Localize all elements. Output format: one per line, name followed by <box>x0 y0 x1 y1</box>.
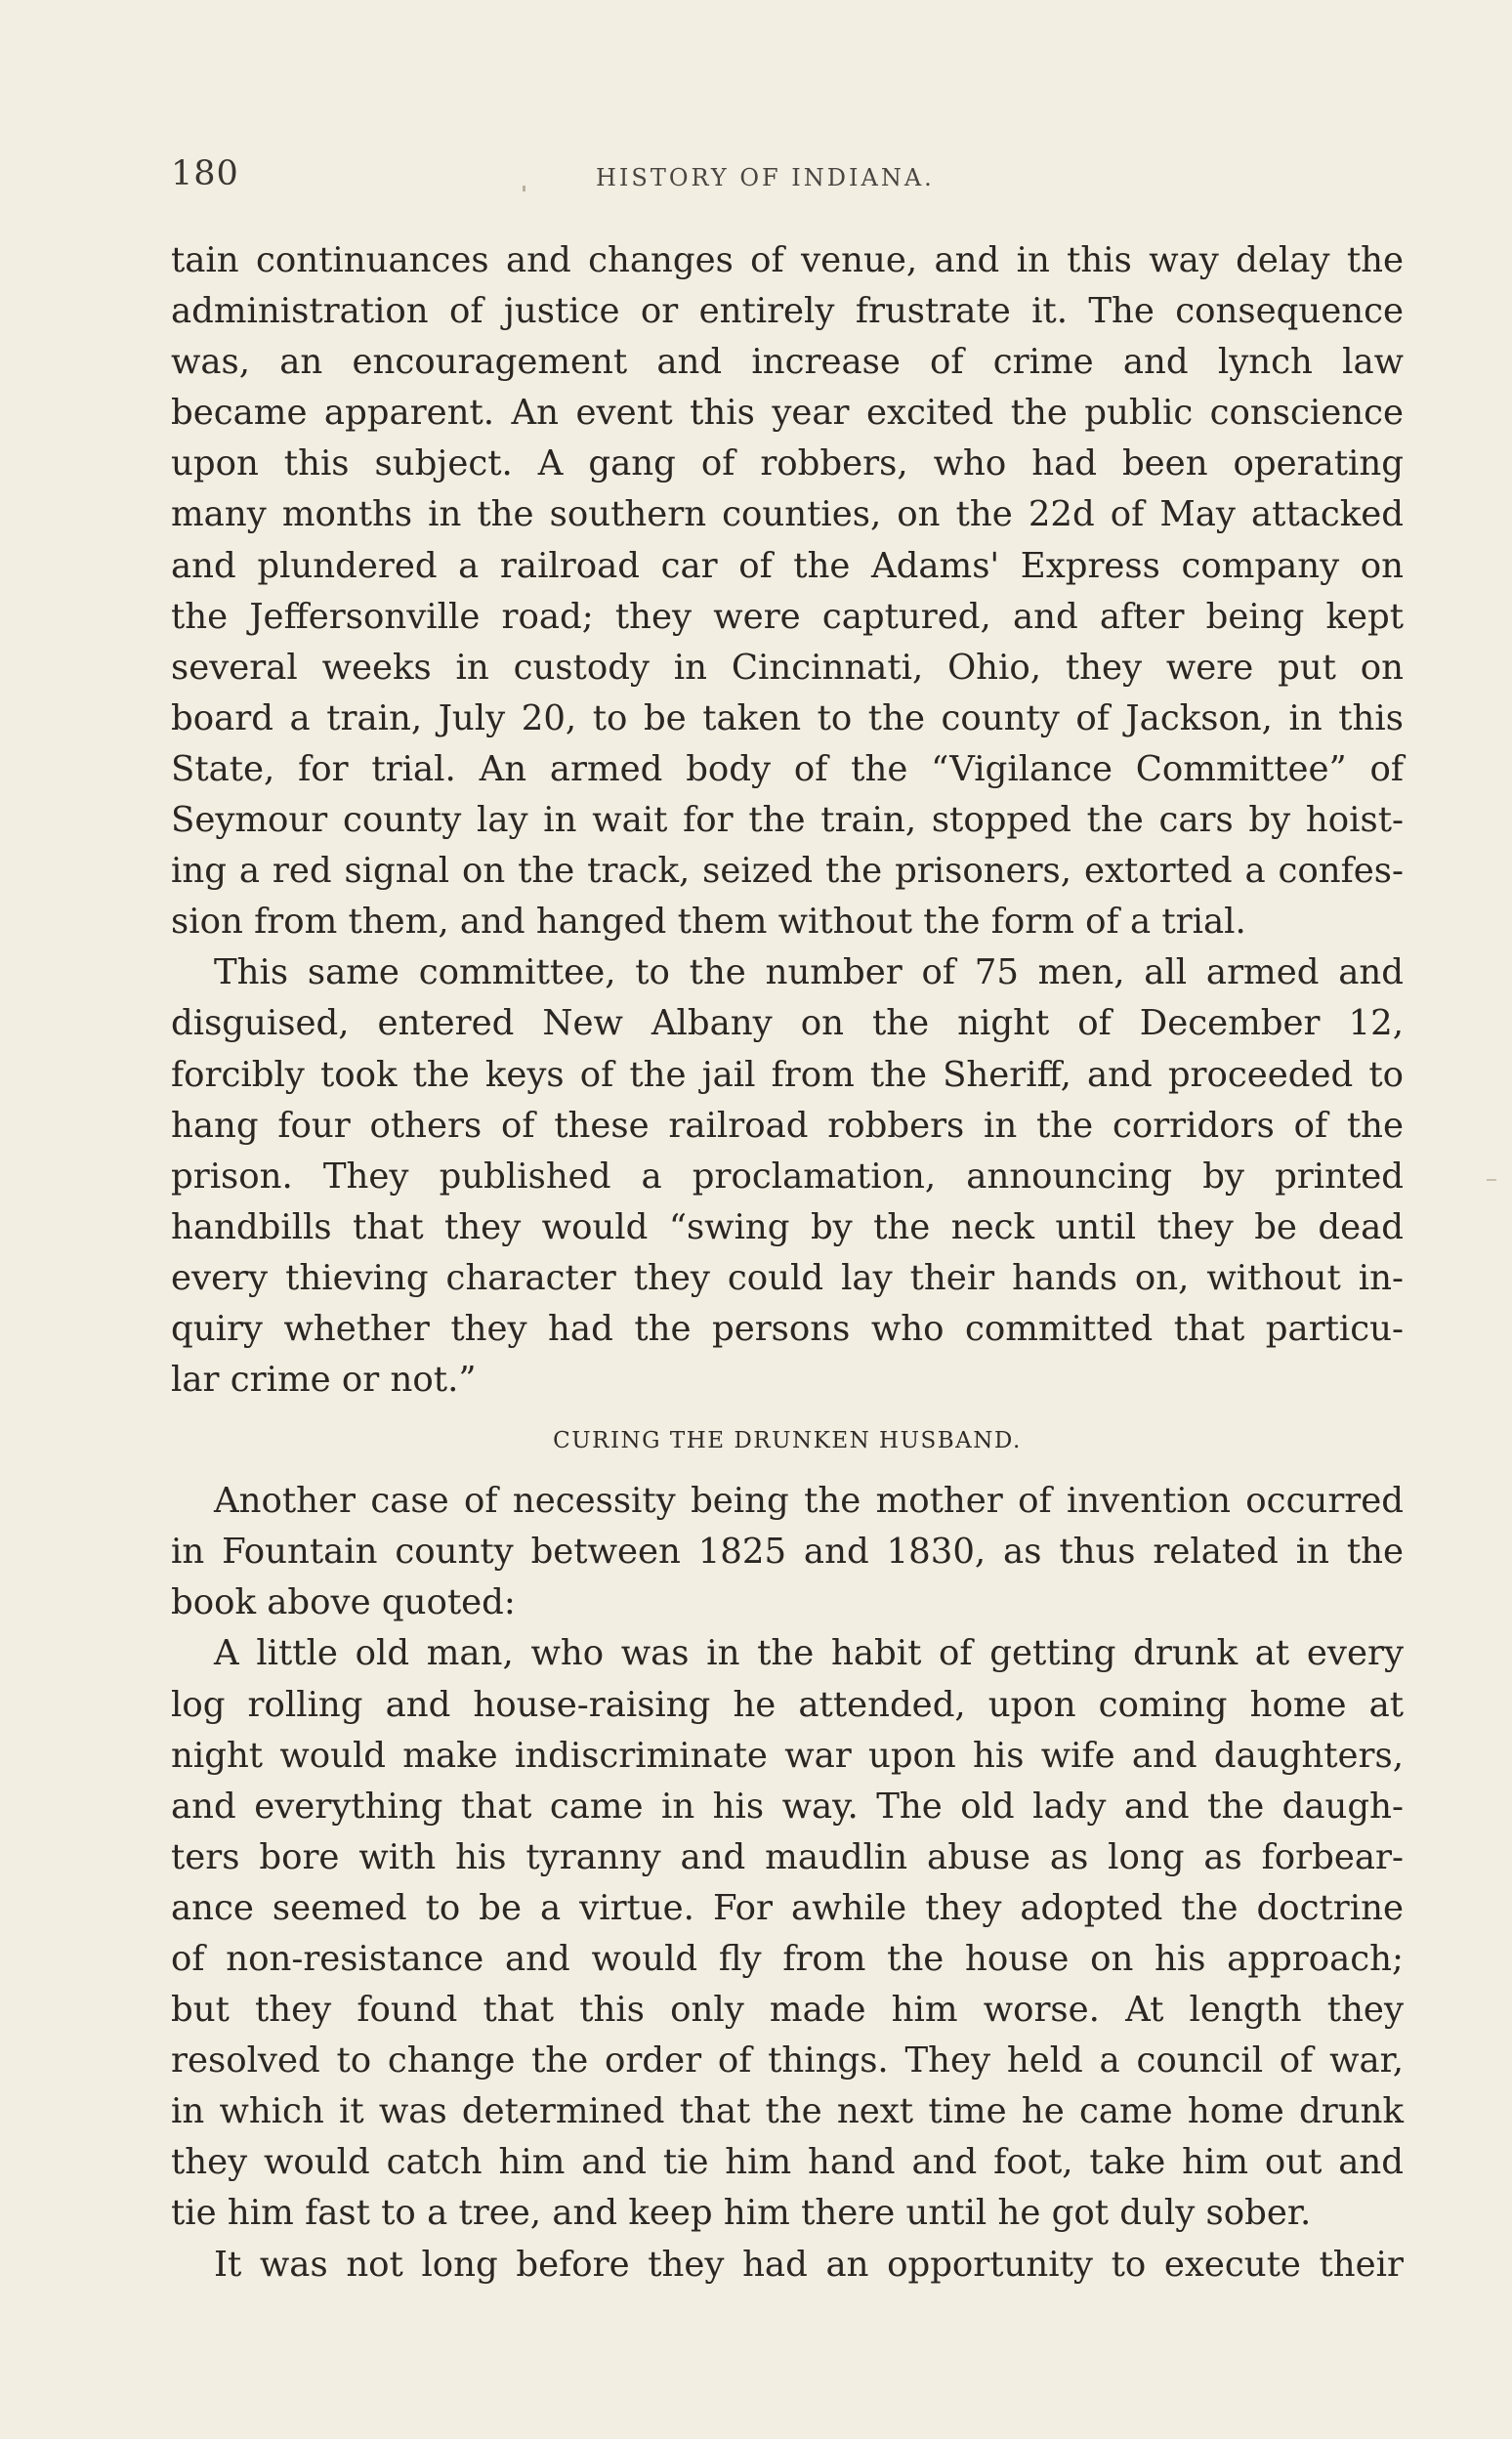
text-line: forcibly took the keys of the jail from the Sheriff, and proceeded to <box>171 1054 1404 1095</box>
text-line: quiry whether they had the persons who committed that particu- <box>171 1308 1404 1349</box>
text-line: administration of justice or entirely frustrate it. The consequence <box>171 291 1404 332</box>
body-text <box>171 235 1404 2291</box>
page-number: 180 <box>171 154 239 193</box>
text-line: they would catch him and tie him hand and foot, take him out and <box>171 2142 1404 2183</box>
text-line: was, an encouragement and increase of crime and lynch law <box>171 342 1404 383</box>
text-line: ing a red signal on the track, seized the prisoners, extorted a confes- <box>171 851 1404 892</box>
text-line: lar crime or not.” <box>171 1360 477 1401</box>
text-line: night would make indiscriminate war upon his wife and daughters, <box>171 1735 1404 1776</box>
text-line: prison. They published a proclamation, announcing by printed <box>171 1156 1404 1197</box>
text-line: in which it was determined that the next time he came home drunk <box>171 2091 1404 2132</box>
text-line: many months in the southern counties, on the 22d of May attacked <box>171 494 1404 535</box>
text-line: resolved to change the order of things. They held a council of war, <box>171 2040 1404 2082</box>
section-heading: CURING THE DRUNKEN HUSBAND. <box>553 1428 1022 1454</box>
text-line: book above quoted: <box>171 1582 516 1623</box>
text-line: upon this subject. A gang of robbers, who had been operating <box>171 443 1404 484</box>
text-line: several weeks in custody in Cincinnati, Ohio, they were put on <box>171 647 1404 688</box>
print-speck <box>523 186 525 191</box>
text-line: Seymour county lay in wait for the train, stopped the cars by hoist- <box>171 800 1404 841</box>
text-line: and everything that came in his way. The old lady and the daugh- <box>171 1786 1404 1827</box>
text-line: tain continuances and changes of venue, and in this way delay the <box>171 240 1404 280</box>
text-line: of non-resistance and would fly from the house on his approach; <box>171 1939 1404 1979</box>
text-line: ters bore with his tyranny and maudlin abuse as long as forbear- <box>171 1836 1404 1877</box>
text-line: It was not long before they had an opportunity to execute their <box>214 2244 1404 2285</box>
text-line: State, for trial. An armed body of the “Vigilance Committee” of <box>171 748 1404 789</box>
paragraph-2 <box>171 947 1404 1406</box>
text-line: log rolling and house-raising he attended, upon coming home at <box>171 1684 1404 1725</box>
text-line: in Fountain county between 1825 and 1830, as thus related in the <box>171 1532 1404 1573</box>
paragraph-1 <box>171 235 1404 947</box>
text-line: every thieving character they could lay their hands on, without in- <box>171 1257 1404 1298</box>
paragraph-3 <box>171 1476 1404 1628</box>
text-line: board a train, July 20, to be taken to the county of Jackson, in this <box>171 697 1404 738</box>
text-line: but they found that this only made him worse. At length they <box>171 1990 1404 2031</box>
text-line: became apparent. An event this year excited the public conscience <box>171 393 1404 434</box>
text-line: This same committee, to the number of 75 men, all armed and <box>214 952 1404 993</box>
text-line: ance seemed to be a virtue. For awhile they adopted the doctrine <box>171 1887 1404 1928</box>
text-line: disguised, entered New Albany on the night of December 12, <box>171 1003 1404 1044</box>
running-title: HISTORY OF INDIANA. <box>596 164 935 191</box>
text-line: A little old man, who was in the habit of getting drunk at every <box>214 1633 1404 1674</box>
text-line: Another case of necessity being the mother of invention occurred <box>214 1481 1404 1522</box>
text-line: the Jeffersonville road; they were captured, and after being kept <box>171 596 1404 637</box>
paragraph-5 <box>171 2240 1404 2291</box>
text-line: tie him fast to a tree, and keep him there until he got duly sober. <box>171 2193 1312 2234</box>
text-line: handbills that they would “swing by the neck until they be dead <box>171 1206 1404 1247</box>
text-line: hang four others of these railroad robbers in the corridors of the <box>171 1105 1404 1146</box>
margin-mark <box>1487 1179 1496 1181</box>
paragraph-4 <box>171 1628 1404 2239</box>
text-line: sion from them, and hanged them without the form of a trial. <box>171 902 1246 943</box>
text-line: and plundered a railroad car of the Adams' Express company on <box>171 545 1404 586</box>
